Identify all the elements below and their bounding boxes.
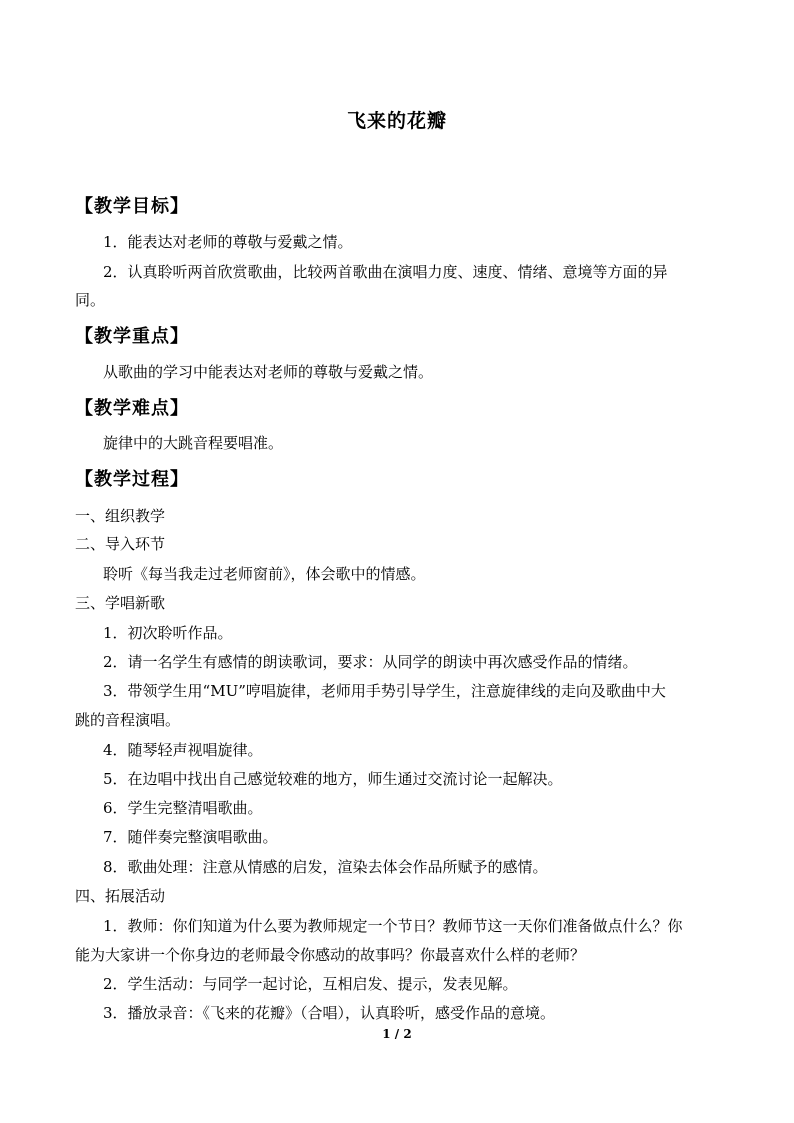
document-title: 飞来的花瓣: [346, 110, 447, 132]
process-line-cont: 跳的音程演唱。: [75, 711, 181, 729]
heading-teaching-goals: 【教学目标】: [75, 196, 189, 217]
process-line: 1．教师：你们知道为什么要为教师规定一个节日？教师节这一天你们准备做点什么？你: [103, 917, 683, 935]
process-line: 1．初次聆听作品。: [103, 624, 233, 642]
process-line: 2．请一名学生有感情的朗读歌词，要求：从同学的朗读中再次感受作品的情绪。: [103, 653, 638, 671]
process-line: 5．在边唱中找出自己感觉较难的地方，师生通过交流讨论一起解决。: [103, 770, 563, 788]
page-number: 1 / 2: [382, 1027, 412, 1041]
process-step-organize: 一、组织教学: [75, 507, 166, 525]
process-step-extend: 四、拓展活动: [75, 887, 166, 905]
heading-teaching-key: 【教学重点】: [75, 326, 189, 347]
process-line: 7．随伴奏完整演唱歌曲。: [103, 828, 278, 846]
teaching-key-text: 从歌曲的学习中能表达对老师的尊敬与爱戴之情。: [103, 363, 434, 381]
goal-item-2: 2．认真聆听两首欣赏歌曲，比较两首歌曲在演唱力度、速度、情绪、意境等方面的异: [103, 263, 668, 281]
goal-item-2-cont: 同。: [75, 291, 106, 309]
process-step-learn: 三、学唱新歌: [75, 594, 166, 612]
process-line: 3．带领学生用“MU”哼唱旋律，老师用手势引导学生，注意旋律线的走向及歌曲中大: [103, 682, 666, 700]
process-line: 3．播放录音：《飞来的花瓣》（合唱），认真聆听，感受作品的意境。: [103, 1004, 556, 1022]
process-line: 2．学生活动：与同学一起讨论，互相启发、提示，发表见解。: [103, 975, 518, 993]
process-line: 聆听《每当我走过老师窗前》，体会歌中的情感。: [103, 565, 426, 583]
process-line: 8．歌曲处理：注意从情感的启发，渲染去体会作品所赋予的感情。: [103, 858, 548, 876]
heading-teaching-difficulty: 【教学难点】: [75, 398, 189, 419]
process-line: 4．随琴轻声视唱旋律。: [103, 741, 263, 759]
process-step-intro: 二、导入环节: [75, 535, 166, 553]
process-line-cont: 能为大家讲一个你身边的老师最令你感动的故事吗？你最喜欢什么样的老师？: [75, 946, 586, 964]
process-line: 6．学生完整清唱歌曲。: [103, 799, 263, 817]
heading-teaching-process: 【教学过程】: [75, 469, 189, 490]
goal-item-1: 1．能表达对老师的尊敬与爱戴之情。: [103, 233, 353, 251]
teaching-difficulty-text: 旋律中的大跳音程要唱准。: [103, 434, 284, 452]
